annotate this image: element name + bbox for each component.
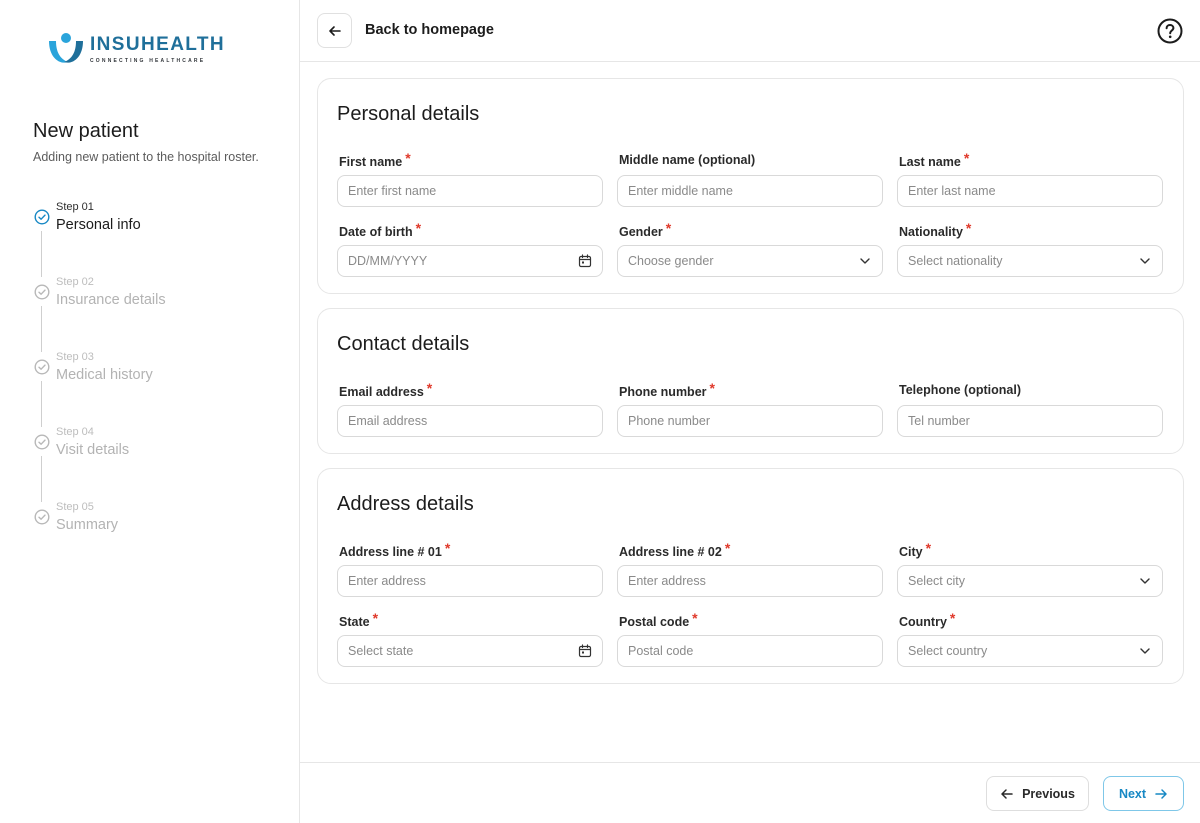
step-label: Insurance details	[56, 292, 166, 308]
telephone-label: Telephone (optional)	[899, 383, 1021, 397]
address-line-2-field	[617, 540, 883, 588]
step-label: Visit details	[56, 442, 130, 458]
step-label: Personal info	[56, 217, 141, 233]
previous-button[interactable]	[986, 776, 1089, 811]
arrow-left-icon	[1000, 787, 1014, 801]
nationality-field	[897, 220, 1163, 268]
step-number: Step 03	[56, 351, 94, 363]
sidebar	[0, 0, 300, 823]
nationality-select[interactable]: Select nationality	[897, 245, 1163, 277]
form-footer	[300, 762, 1200, 823]
middle-name-input[interactable]: Enter middle name	[617, 175, 883, 207]
page-subtitle: Adding new patient to the hospital roster.	[33, 150, 259, 164]
middle-name-field	[617, 153, 883, 198]
calendar-icon[interactable]	[578, 644, 592, 658]
address-line-1-label: Address line # 01 *	[339, 540, 451, 559]
state-label: State *	[339, 610, 379, 629]
step-number: Step 05	[56, 501, 94, 513]
address-details-heading: Address details	[337, 493, 474, 515]
postal-code-field	[617, 610, 883, 658]
state-field	[337, 610, 603, 658]
back-to-homepage-link[interactable]: Back to homepage	[365, 22, 494, 38]
telephone-input[interactable]: Tel number	[897, 405, 1163, 437]
step-number: Step 01	[56, 201, 94, 213]
state-input[interactable]: Select state	[337, 635, 603, 667]
chevron-down-icon	[1138, 644, 1152, 658]
contact-details-card	[317, 308, 1184, 454]
step-label: Medical history	[56, 367, 153, 383]
check-circle-icon	[34, 209, 50, 225]
step-label: Summary	[56, 517, 119, 533]
date-of-birth-input[interactable]: DD/MM/YYYY	[337, 245, 603, 277]
next-button-label: Next	[1118, 786, 1147, 801]
check-circle-icon	[34, 284, 50, 300]
brand-name: INSUHEALTH	[90, 33, 226, 55]
check-circle-icon	[34, 434, 50, 450]
telephone-field	[897, 383, 1163, 428]
country-select[interactable]: Select country	[897, 635, 1163, 667]
gender-select[interactable]: Choose gender	[617, 245, 883, 277]
step-connector	[41, 381, 42, 427]
check-circle-icon	[34, 359, 50, 375]
brand-tagline: CONNECTING HEALTHCARE	[90, 57, 206, 64]
postal-code-input[interactable]: Postal code	[617, 635, 883, 667]
previous-button-label: Previous	[1022, 786, 1075, 801]
email-input[interactable]: Email address	[337, 405, 603, 437]
calendar-icon[interactable]	[578, 254, 592, 268]
phone-label: Phone number *	[619, 380, 715, 399]
arrow-right-icon	[1154, 787, 1168, 801]
email-label: Email address *	[339, 380, 433, 399]
chevron-down-icon	[1138, 254, 1152, 268]
address-line-1-input[interactable]: Enter address	[337, 565, 603, 597]
phone-input[interactable]: Phone number	[617, 405, 883, 437]
address-details-card	[317, 468, 1184, 684]
logo-mark-icon	[46, 32, 86, 66]
date-of-birth-label: Date of birth *	[339, 220, 422, 239]
step-connector	[41, 231, 42, 277]
nationality-label: Nationality *	[899, 220, 972, 239]
city-label: City *	[899, 540, 932, 559]
gender-label: Gender *	[619, 220, 672, 239]
phone-field	[617, 380, 883, 428]
check-circle-icon	[34, 509, 50, 525]
chevron-down-icon	[858, 254, 872, 268]
first-name-field	[337, 150, 603, 198]
city-select[interactable]: Select city	[897, 565, 1163, 597]
step-connector	[41, 456, 42, 502]
chevron-down-icon	[1138, 574, 1152, 588]
address-line-2-label: Address line # 02 *	[619, 540, 731, 559]
arrow-left-icon	[328, 24, 342, 38]
last-name-input[interactable]: Enter last name	[897, 175, 1163, 207]
contact-details-heading: Contact details	[337, 333, 470, 355]
page-title: New patient	[33, 120, 139, 142]
address-line-1-field	[337, 540, 603, 588]
personal-details-heading: Personal details	[337, 103, 480, 125]
step-number: Step 04	[56, 426, 94, 438]
address-line-2-input[interactable]: Enter address	[617, 565, 883, 597]
first-name-label: First name *	[339, 150, 411, 169]
step-number: Step 02	[56, 276, 94, 288]
insuhealth-logo	[46, 32, 225, 66]
next-button[interactable]	[1103, 776, 1184, 811]
last-name-field	[897, 150, 1163, 198]
country-label: Country *	[899, 610, 956, 629]
first-name-input[interactable]: Enter first name	[337, 175, 603, 207]
question-circle-icon[interactable]	[1157, 18, 1183, 44]
city-field	[897, 540, 1163, 588]
email-field	[337, 380, 603, 428]
date-of-birth-field	[337, 220, 603, 268]
country-field	[897, 610, 1163, 658]
step-connector	[41, 306, 42, 352]
middle-name-label: Middle name (optional)	[619, 153, 756, 167]
personal-details-card	[317, 78, 1184, 294]
last-name-label: Last name *	[899, 150, 970, 169]
postal-code-label: Postal code *	[619, 610, 698, 629]
gender-field	[617, 220, 883, 268]
back-button[interactable]	[317, 13, 352, 48]
top-bar	[300, 0, 1200, 62]
